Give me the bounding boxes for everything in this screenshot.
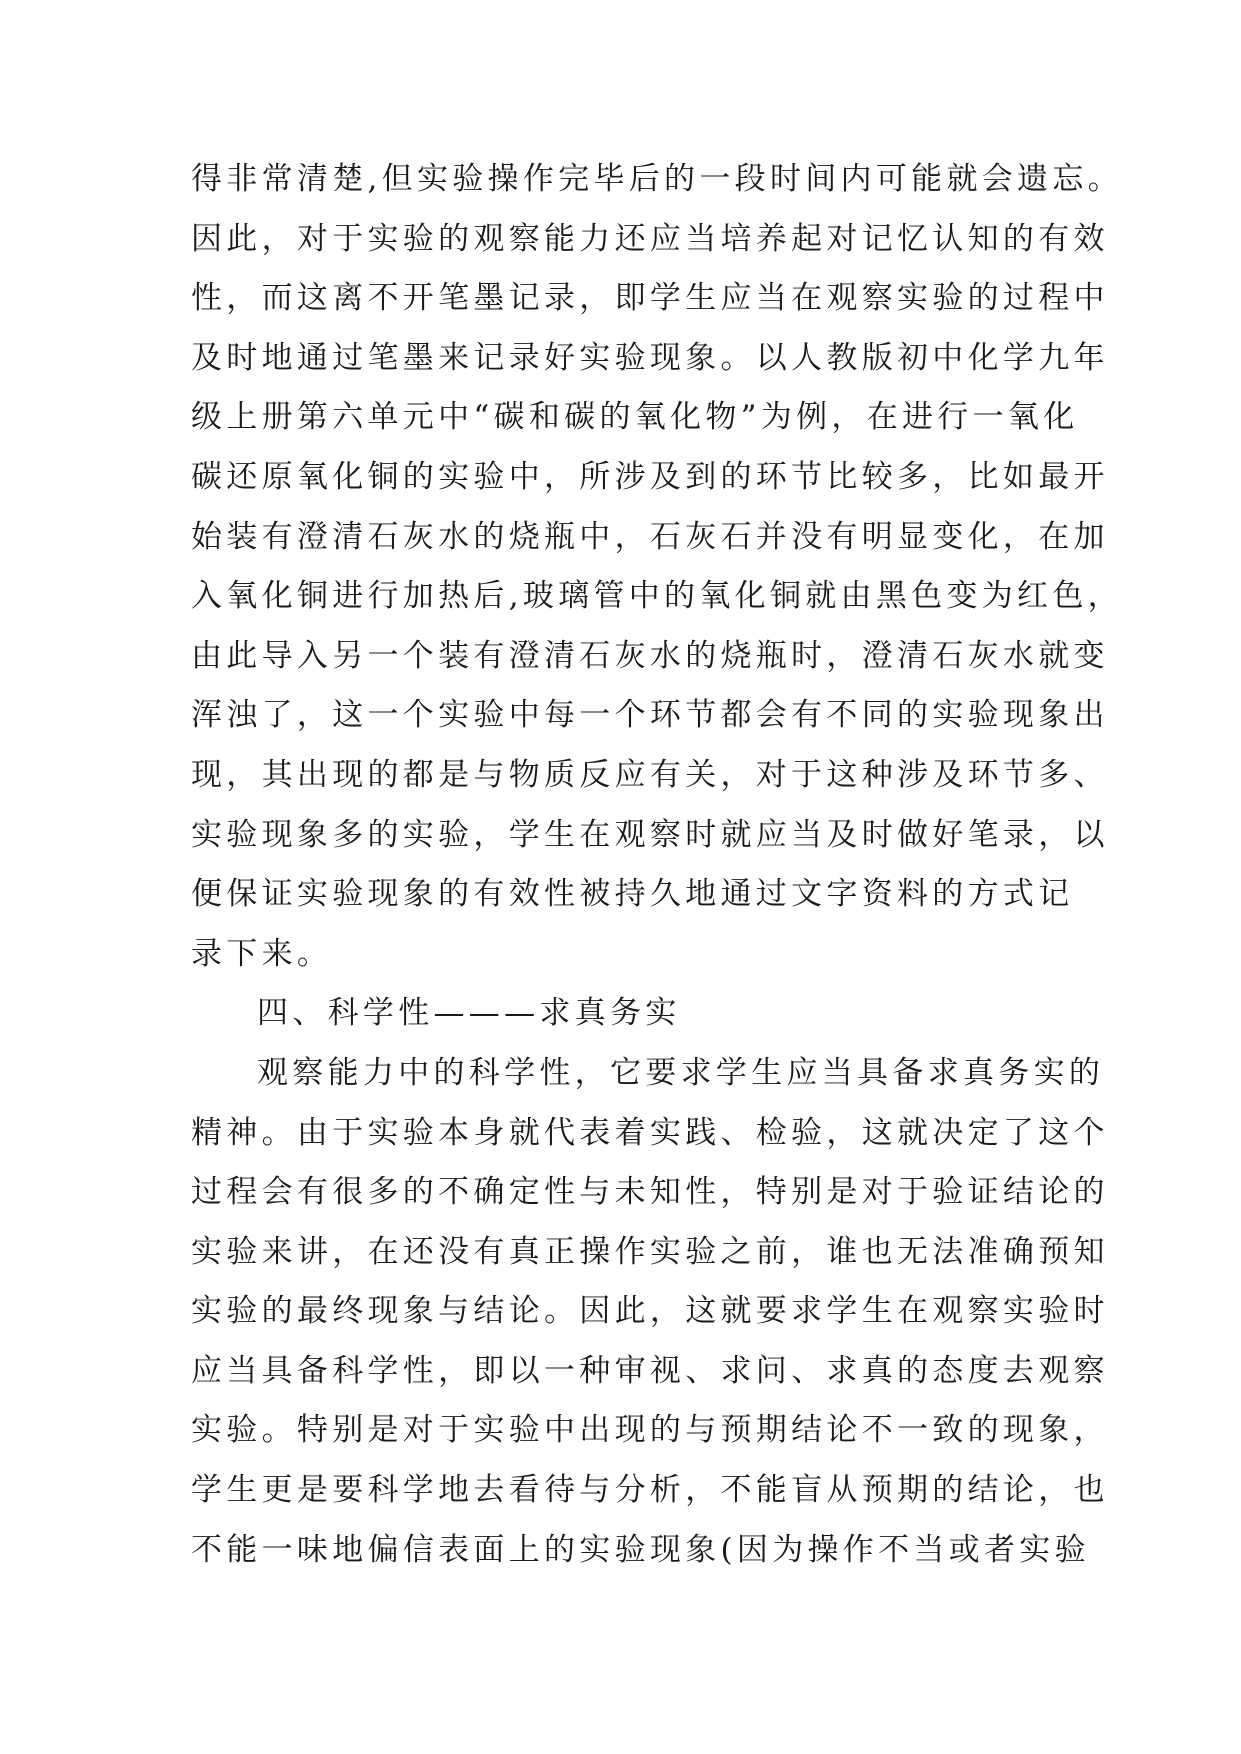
text-line: 入氧化铜进行加热后,玻璃管中的氧化铜就由黑色变为红色， <box>191 578 1123 615</box>
text-line: 碳还原氧化铜的实验中，所涉及到的环节比较多，比如最开 <box>191 458 1109 495</box>
text-line: 观察能力中的科学性，它要求学生应当具备求真务实的 <box>257 1054 1105 1091</box>
text-line: 实验来讲，在还没有真正操作实验之前，谁也无法准确预知 <box>191 1233 1109 1270</box>
text-line: 及时地通过笔墨来记录好实验现象。以人教版初中化学九年 <box>191 339 1109 376</box>
text-line: 精神。由于实验本身就代表着实践、检验，这就决定了这个 <box>191 1114 1109 1151</box>
text-line: 得非常清楚,但实验操作完毕后的一段时间内可能就会遗忘。 <box>191 161 1123 197</box>
section-heading: 四、科学性———求真务实 <box>257 995 681 1032</box>
text-line: 实验的最终现象与结论。因此，这就要求学生在观察实验时 <box>191 1293 1109 1330</box>
body-text <box>191 150 1123 1580</box>
text-line: 便保证实验现象的有效性被持久地通过文字资料的方式记 <box>191 876 1074 913</box>
text-line: 现，其出现的都是与物质反应有关，对于这种涉及环节多、 <box>191 756 1109 793</box>
text-line: 因此，对于实验的观察能力还应当培养起对记忆认知的有效 <box>191 220 1109 257</box>
text-line: 不能一味地偏信表面上的实验现象(因为操作不当或者实验 <box>191 1531 1090 1568</box>
text-line: 录下来。 <box>191 935 333 972</box>
text-line: 实验。特别是对于实验中出现的与预期结论不一致的现象， <box>191 1412 1109 1449</box>
text-line: 级上册第六单元中“碳和碳的氧化物”为例，在进行一氧化 <box>191 399 1079 436</box>
text-line: 过程会有很多的不确定性与未知性，特别是对于验证结论的 <box>191 1174 1109 1211</box>
text-line: 始装有澄清石灰水的烧瓶中，石灰石并没有明显变化，在加 <box>191 518 1109 555</box>
text-line: 浑浊了，这一个实验中每一个环节都会有不同的实验现象出 <box>191 697 1109 734</box>
text-line: 学生更是要科学地去看待与分析，不能盲从预期的结论，也 <box>191 1472 1109 1509</box>
text-line: 由此导入另一个装有澄清石灰水的烧瓶时，澄清石灰水就变 <box>191 637 1109 674</box>
text-line: 性，而这离不开笔墨记录，即学生应当在观察实验的过程中 <box>191 280 1109 317</box>
text-line: 实验现象多的实验，学生在观察时就应当及时做好笔录，以 <box>191 816 1109 853</box>
text-line: 应当具备科学性，即以一种审视、求问、求真的态度去观察 <box>191 1352 1109 1389</box>
